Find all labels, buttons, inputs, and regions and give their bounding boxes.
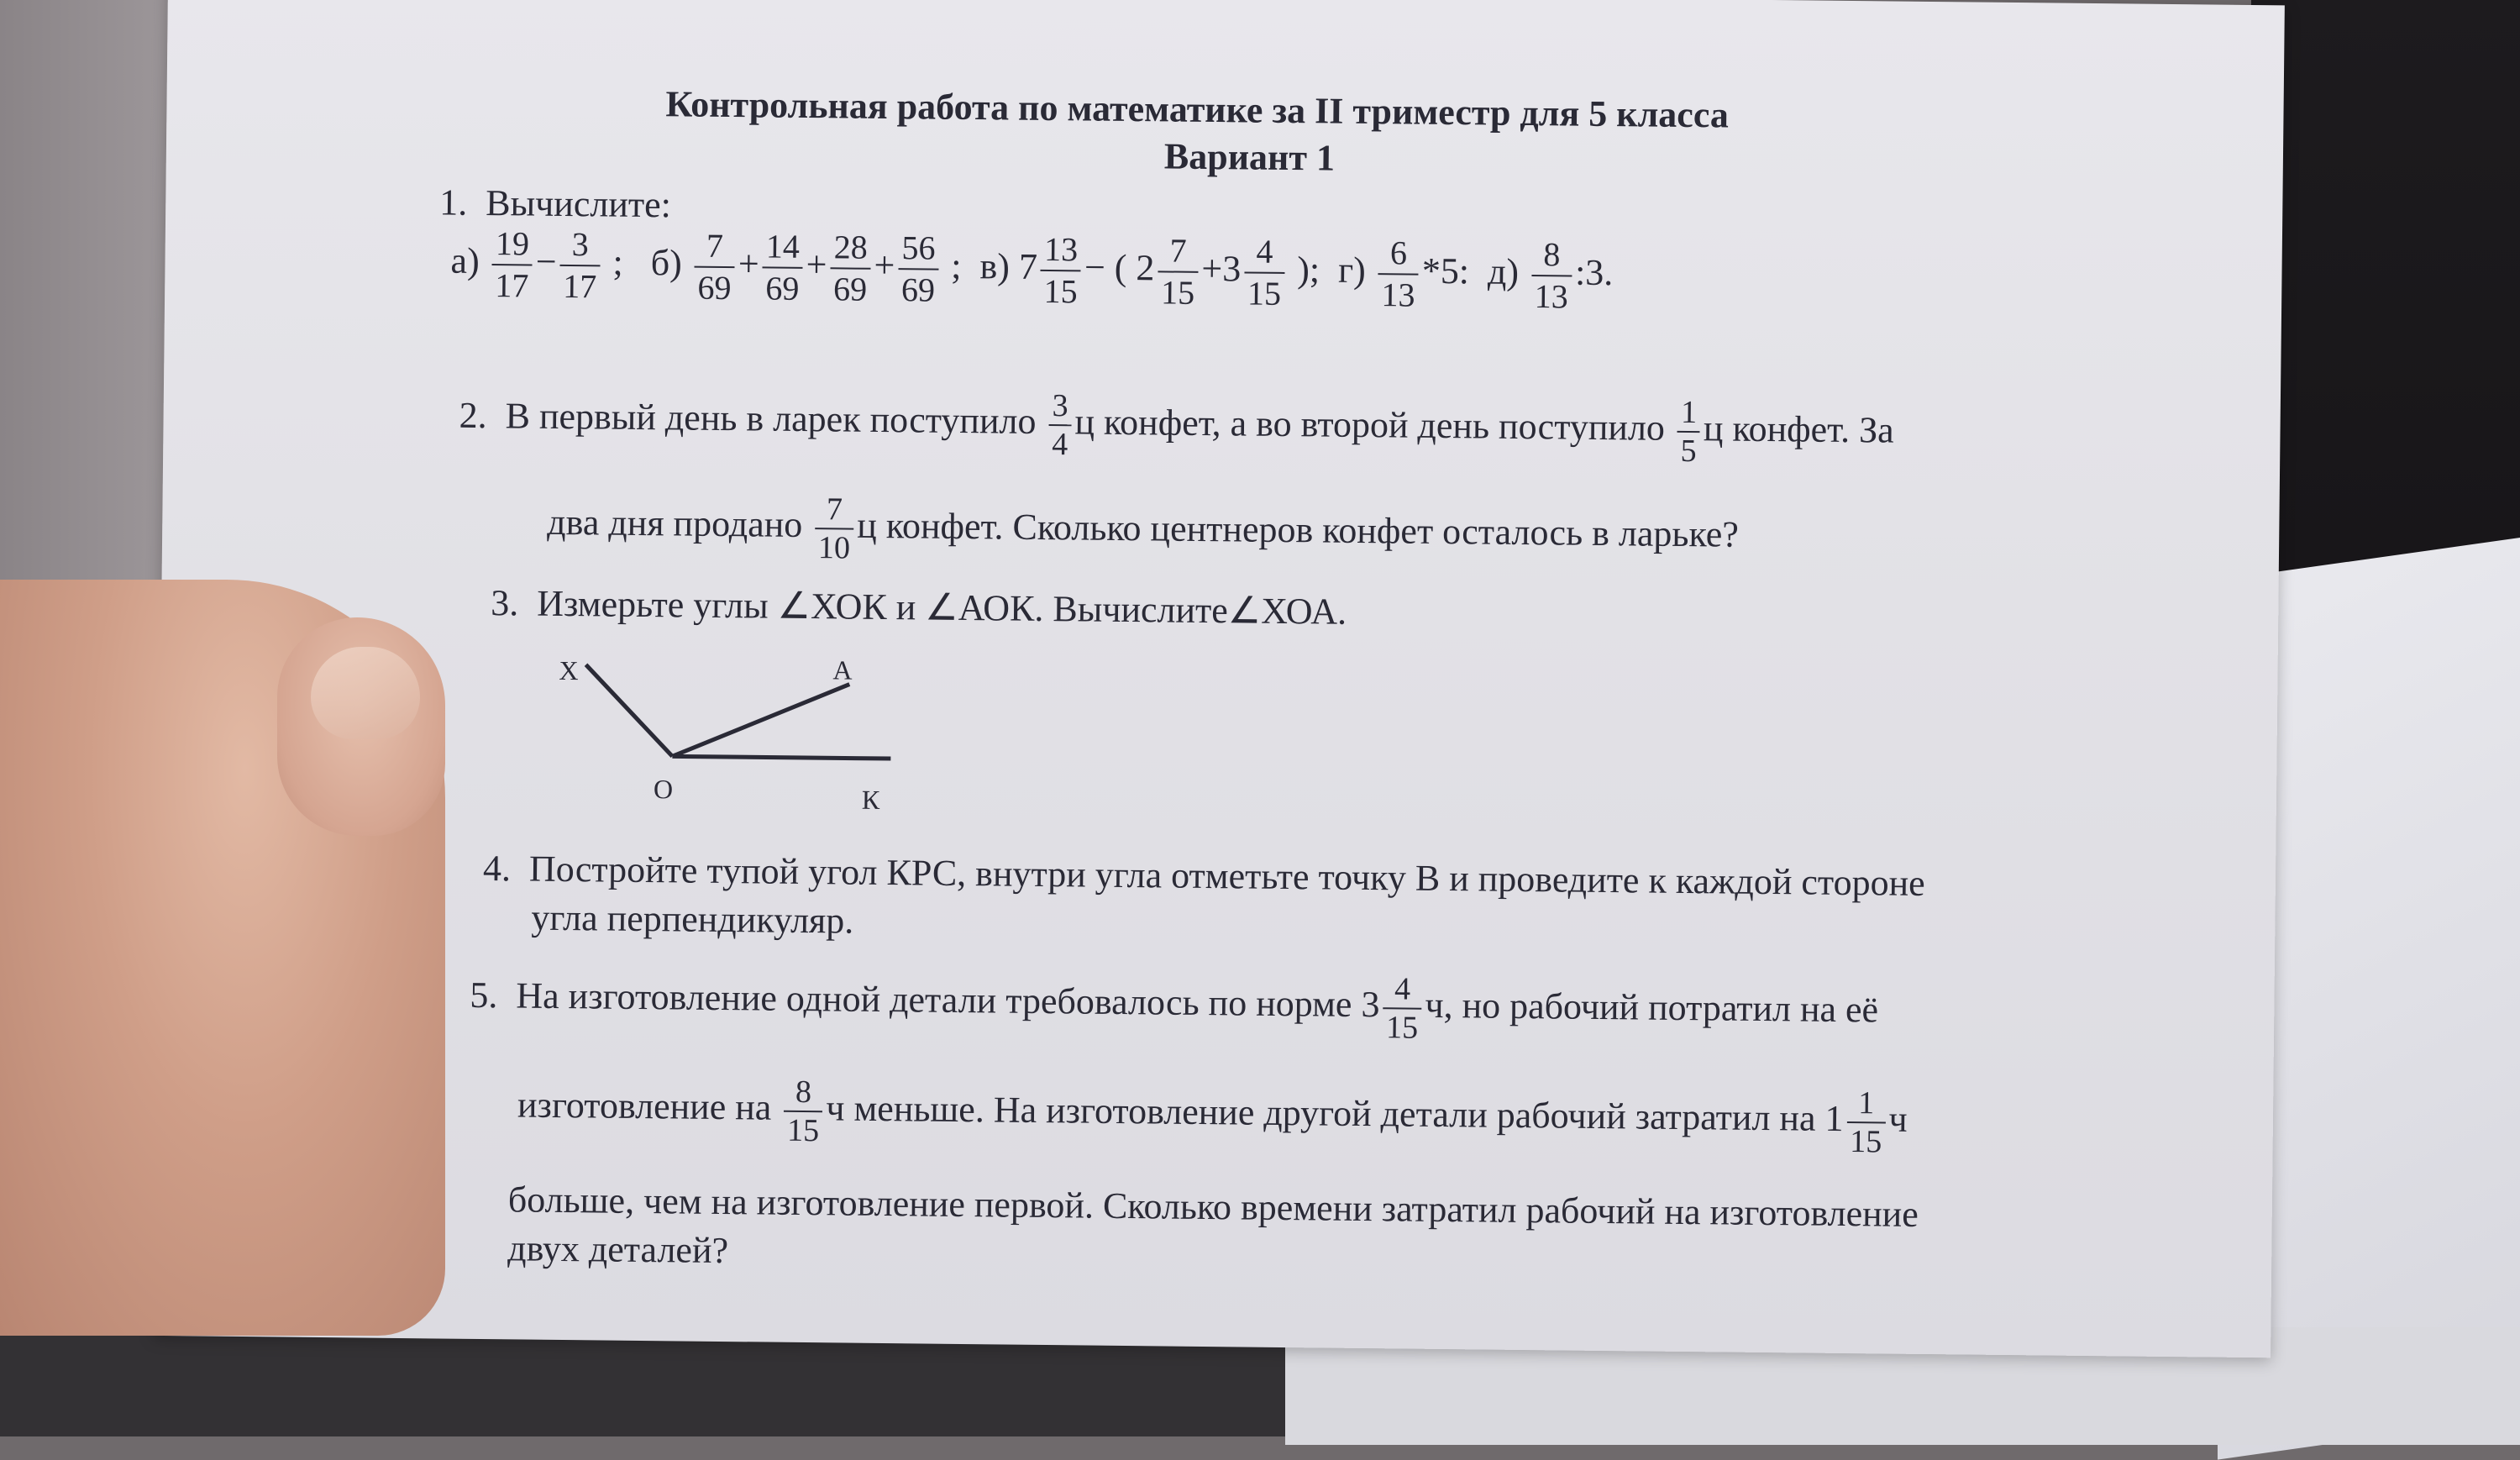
task-1-header xyxy=(439,181,671,226)
task-2-number: 2. xyxy=(459,394,487,437)
task-5-number: 5. xyxy=(470,974,498,1016)
task-1g-label: г) xyxy=(1337,249,1367,291)
task-4-line-2: угла перпендикуляр. xyxy=(531,896,854,942)
fraction: $\frac{7}{15}$ xyxy=(1158,230,1199,312)
angle-diagram xyxy=(554,651,926,823)
task-1v-label: в) xyxy=(979,245,1011,287)
fraction: $\frac{7}{69}$ xyxy=(694,226,735,308)
task-5-line-2: изготовление на $\frac{8}{15}$ ч меньше. На изготовление другой детали рабочий затратил на 1 $\frac{1}{15}$ ч xyxy=(517,1074,1908,1160)
task-1a-label: а) xyxy=(450,239,480,281)
task-2-line-2: два дня продано $\frac{7}{10}$ ц конфет. Сколько центнеров конфет осталось в ларьке? xyxy=(547,491,1740,566)
task-5-line-1: 5. На изготовление одной детали требовалось по норме 3 $\frac{4}{15}$ ч, но рабочий потратил на её xyxy=(470,971,1879,1046)
point-a-label: А xyxy=(832,654,853,685)
task-1d-label: д) xyxy=(1487,250,1520,292)
fraction: $\frac{4}{15}$ xyxy=(1383,970,1422,1046)
fraction: $\frac{8}{13}$ xyxy=(1531,234,1572,317)
fraction: $\frac{3}{4}$ xyxy=(1048,387,1072,463)
task-3-text: 3. Измерьте углы ∠ХОК и ∠АОК. Вычислите∠ХОА. xyxy=(491,582,1347,633)
task-3-number: 3. xyxy=(491,582,519,624)
background-bottom-left xyxy=(0,1336,1285,1436)
fraction: $\frac{1}{15}$ xyxy=(1846,1084,1886,1160)
fraction: $\frac{28}{69}$ xyxy=(830,227,871,309)
ray-ox xyxy=(585,664,673,756)
task-4-number: 4. xyxy=(482,847,512,890)
fraction: $\frac{8}{15}$ xyxy=(784,1074,823,1149)
fraction: $\frac{14}{69}$ xyxy=(762,226,803,308)
point-k-label: К xyxy=(861,784,880,815)
fraction: $\frac{1}{5}$ xyxy=(1677,394,1700,470)
task-1-expressions: а) $\frac{19}{17}$ − $\frac{3}{17}$ ; б) $\frac{7}{69}$ + $\frac{14}{69}$ + $\frac{28}{69}$ + $\frac{56}{69}$ ; в) 7 $\frac{13}{15}$ − ( 2 $\frac{7}{15}$ +3 $\frac{4}{15}$ ); г) $\frac{6}{13}$ *5: д) $\frac{8}{13}$ :3. xyxy=(450,223,1614,318)
ray-ok xyxy=(672,756,890,759)
task-1-number: 1. xyxy=(439,181,468,223)
fraction: $\frac{4}{15}$ xyxy=(1244,231,1285,313)
point-o-label: О xyxy=(653,774,674,805)
ray-oa xyxy=(672,682,849,758)
variant-label: Вариант 1 xyxy=(1163,135,1336,179)
fraction: $\frac{19}{17}$ xyxy=(491,223,533,306)
thumbnail-nail xyxy=(311,647,420,739)
fraction: $\frac{13}{15}$ xyxy=(1040,229,1081,312)
point-x-label: Х xyxy=(559,654,579,686)
task-4-line-1: 4. Постройте тупой угол КРС, внутри угла отметьте точку В и проведите к каждой стороне xyxy=(482,847,1925,904)
task-5-line-3: больше, чем на изготовление первой. Сколько времени затратил рабочий на изготовление xyxy=(507,1179,1919,1235)
fraction: $\frac{56}{69}$ xyxy=(898,228,939,310)
fraction: $\frac{7}{10}$ xyxy=(815,491,854,566)
task-2-line-1: 2. В первый день в ларек поступило $\frac{3}{4}$ ц конфет, а во второй день поступило $\frac{1}{5}$ ц конфет. За xyxy=(459,388,1894,470)
fraction: $\frac{3}{17}$ xyxy=(559,224,601,307)
task-1b-label: б) xyxy=(650,242,683,284)
task-5-line-4: двух деталей? xyxy=(507,1227,729,1272)
test-paper xyxy=(154,0,2285,1358)
page-title: Контрольная работа по математике за II триместр для 5 класса xyxy=(665,83,1730,136)
task-1-text: Вычислите: xyxy=(486,181,672,226)
fraction: $\frac{6}{13}$ xyxy=(1378,233,1419,315)
